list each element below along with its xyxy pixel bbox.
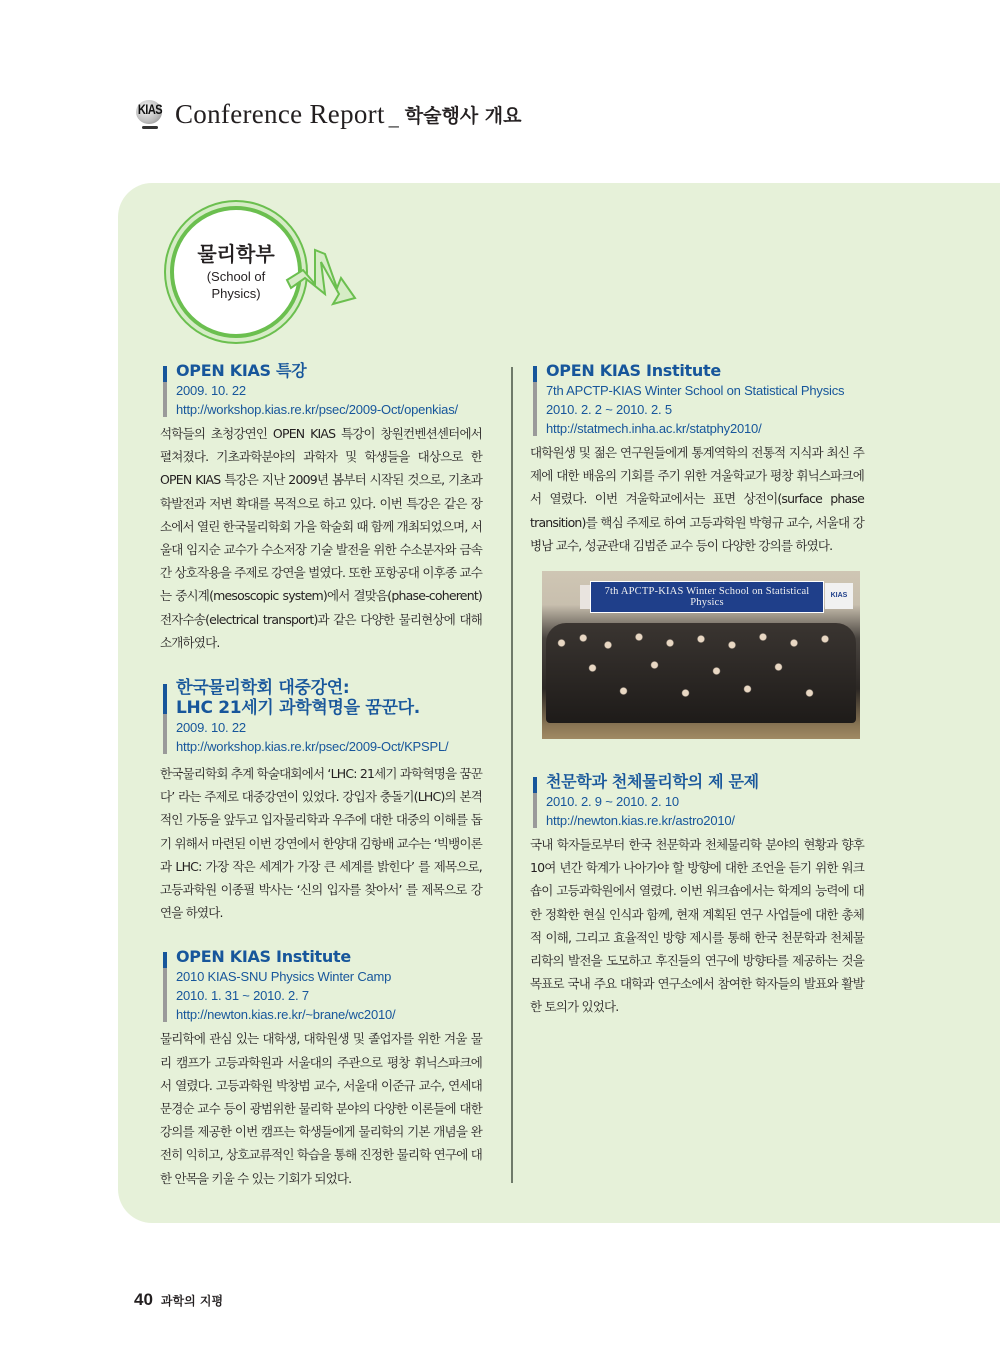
column-divider: [511, 367, 513, 1183]
section-title-line2: LHC 21세기 과학혁명을 꿈꾼다.: [176, 698, 420, 719]
badge-label-ko: 물리학부: [197, 242, 275, 266]
school-badge: [170, 206, 302, 338]
publication-name: 과학의 지평: [160, 1294, 224, 1308]
logo-base: [142, 126, 158, 129]
event-url[interactable]: http://workshop.kias.re.kr/psec/2009-Oct/openkias/: [176, 402, 458, 417]
logo-text: KIAS: [137, 102, 163, 118]
section-kps-public-lecture: [160, 678, 482, 924]
heading-bar: [163, 952, 167, 968]
section-open-kias-institute-camp: [160, 946, 482, 1189]
photo-crowd: [546, 623, 856, 723]
event-date: 2010. 2. 9 ~ 2010. 2. 10: [546, 794, 679, 810]
event-url[interactable]: http://newton.kias.re.kr/~brane/wc2010/: [176, 1007, 396, 1023]
badge-label-en-line2: Physics): [211, 286, 261, 301]
heading-bar: [163, 684, 167, 714]
section-header: [160, 946, 482, 1024]
section-astronomy-workshop: [530, 771, 864, 1019]
meta-bar: [163, 968, 167, 1022]
section-body: 물리학에 관심 있는 대학생, 대학원생 및 졸업자를 위한 겨울 물리 캠프가 고등과학원과 서울대의 주관으로 평창 휘닉스파크에서 열렸다. 고등과학원 박창범 교수, 서울대 이준규 교수, 연세대 문경순 교수 등이 광범위한 물리학 분야의 다양한 이론들에 대한 강의를 제공한 이번 캠프는 학생들에게 물리학의 기본 개념을 완전히 익히고, 상호교류적인 학습을 통해 진정한 물리학 연구에 대한 안목을 키울 수 있는 기회가 되었다.: [160, 1031, 482, 1186]
page-header: [133, 96, 522, 132]
section-title: OPEN KIAS Institute: [176, 947, 351, 967]
title-separator: _: [388, 107, 399, 128]
section-title: OPEN KIAS 특강: [176, 361, 307, 380]
heading-bar: [533, 777, 537, 793]
event-name: 2010 KIAS-SNU Physics Winter Camp: [176, 969, 392, 985]
heading-bar: [163, 366, 167, 382]
event-name: 7th APCTP-KIAS Winter School on Statistical Physics: [546, 383, 845, 398]
section-body: 대학원생 및 젊은 연구원들에게 통계역학의 전통적 지식과 최신 주제에 대한 배움의 기회를 주기 위한 겨울학교가 평창 휘닉스파크에서 열렸다. 이번 겨울학교에서는 표면 상전이(surface phase transition)를 핵심 주제로 하여 고등과학원 박형규 교수, 서울대 강병남 교수, 성균관대 김범준 교수 등이 다양한 강의를 하였다.: [530, 445, 864, 553]
section-header: [530, 771, 864, 830]
section-body: 국내 학자들로부터 한국 천문학과 천체물리학 분야의 현황과 향후 10여 년간 학계가 나아가야 할 방향에 대한 조언을 듣기 위한 워크숍이 고등과학원에서 열렸다. 이번 워크숍에서는 학계의 능력에 대한 정확한 현실 인식과 함께, 현재 계획된 연구 사업들에 대한 총체적 이해, 그리고 효율적인 방향 제시를 통해 한국 천문학과 천체물리학의 발전을 도모하고 후진들의 연구에 방향타를 제공하는 것을 목표로 국내 주요 대학과 연구소에서 참여한 학자들의 발표와 활발한 토의가 있었다.: [530, 837, 864, 1015]
page-number: 40: [134, 1290, 153, 1309]
page-title: Conference Report: [175, 98, 385, 129]
page-footer: [134, 1290, 223, 1310]
event-date: 2009. 10. 22: [176, 720, 246, 736]
meta-bar: [163, 714, 167, 754]
group-photo: [542, 571, 860, 739]
section-open-kias-institute-school: [530, 360, 864, 739]
event-date: 2010. 2. 2 ~ 2010. 2. 5: [546, 402, 672, 417]
section-body: 한국물리학회 추계 학술대회에서 ‘LHC: 21세기 과학혁명을 꿈꾼다’ 라는 주제로 대중강연이 있었다. 강입자 충돌기(LHC)의 본격적인 가동을 앞두고 입자물리학과 우주에 대한 대중의 이해를 돕기 위해서 마련된 이번 강연에서 한양대 김항배 교수는 ‘빅뱅이론과 LHC: 가장 작은 세계가 가장 큰 세계를 밝힌다’ 를 제목으로, 고등과학원 이종필 박사는 ‘신의 입자를 찾아서’ 를 제목으로 강연을 하였다.: [160, 766, 482, 921]
section-body: 석학들의 초청강연인 OPEN KIAS 특강이 창원컨벤션센터에서 펼쳐졌다. 기초과학분야의 과학자 및 학생들을 대상으로 한 OPEN KIAS 특강은 지난 2009년 봄부터 시작된 것으로, 기초과학발전과 저변 확대를 목적으로 하고 있다. 이번 특강은 같은 장소에서 열린 한국물리학회 가을 학술회 때 함께 개최되었으며, 서울대 임지순 교수가 수소저장 기술 발전을 위한 수소분자와 금속 간 상호작용을 주제로 강연을 벌였다. 또한 포항공대 이후종 교수는 중시계(mesoscopic system)에서 결맞음(phase-coherent) 전자수송(electrical transport)과 같은 다양한 물리현상에 대해 소개하였다.: [160, 426, 482, 650]
right-column: [530, 360, 864, 1019]
section-title: OPEN KIAS Institute: [546, 361, 721, 380]
section-open-kias-lecture: [160, 360, 482, 654]
meta-bar: [533, 793, 537, 828]
section-header: [530, 360, 864, 438]
section-title: 천문학과 천체물리학의 제 문제: [546, 772, 759, 792]
photo-banner: [590, 581, 824, 613]
event-date: 2009. 10. 22: [176, 383, 246, 398]
meta-bar: [533, 382, 537, 436]
photo-banner-text: 7th APCTP-KIAS Winter School on Statistical Physics: [604, 586, 810, 609]
event-url[interactable]: http://workshop.kias.re.kr/psec/2009-Oct/KPSPL/: [176, 739, 449, 755]
event-url[interactable]: http://newton.kias.re.kr/astro2010/: [546, 813, 735, 829]
kias-logo-icon: [133, 98, 167, 130]
section-title-line1: 한국물리학회 대중강연:: [176, 678, 350, 699]
event-url[interactable]: http://statmech.inha.ac.kr/statphy2010/: [546, 421, 762, 436]
section-header: [160, 678, 482, 756]
badge-label-en: [174, 268, 298, 302]
photo-right-flag: KIAS: [825, 583, 853, 609]
section-header: [160, 360, 482, 419]
page-subtitle: 학술행사 개요: [404, 104, 522, 127]
event-date: 2010. 1. 31 ~ 2010. 2. 7: [176, 988, 309, 1004]
zigzag-arrow-icon: [285, 228, 365, 318]
heading-bar: [533, 366, 537, 382]
left-column: [160, 360, 482, 1190]
meta-bar: [163, 382, 167, 417]
badge-label-en-line1: (School of: [206, 269, 266, 284]
